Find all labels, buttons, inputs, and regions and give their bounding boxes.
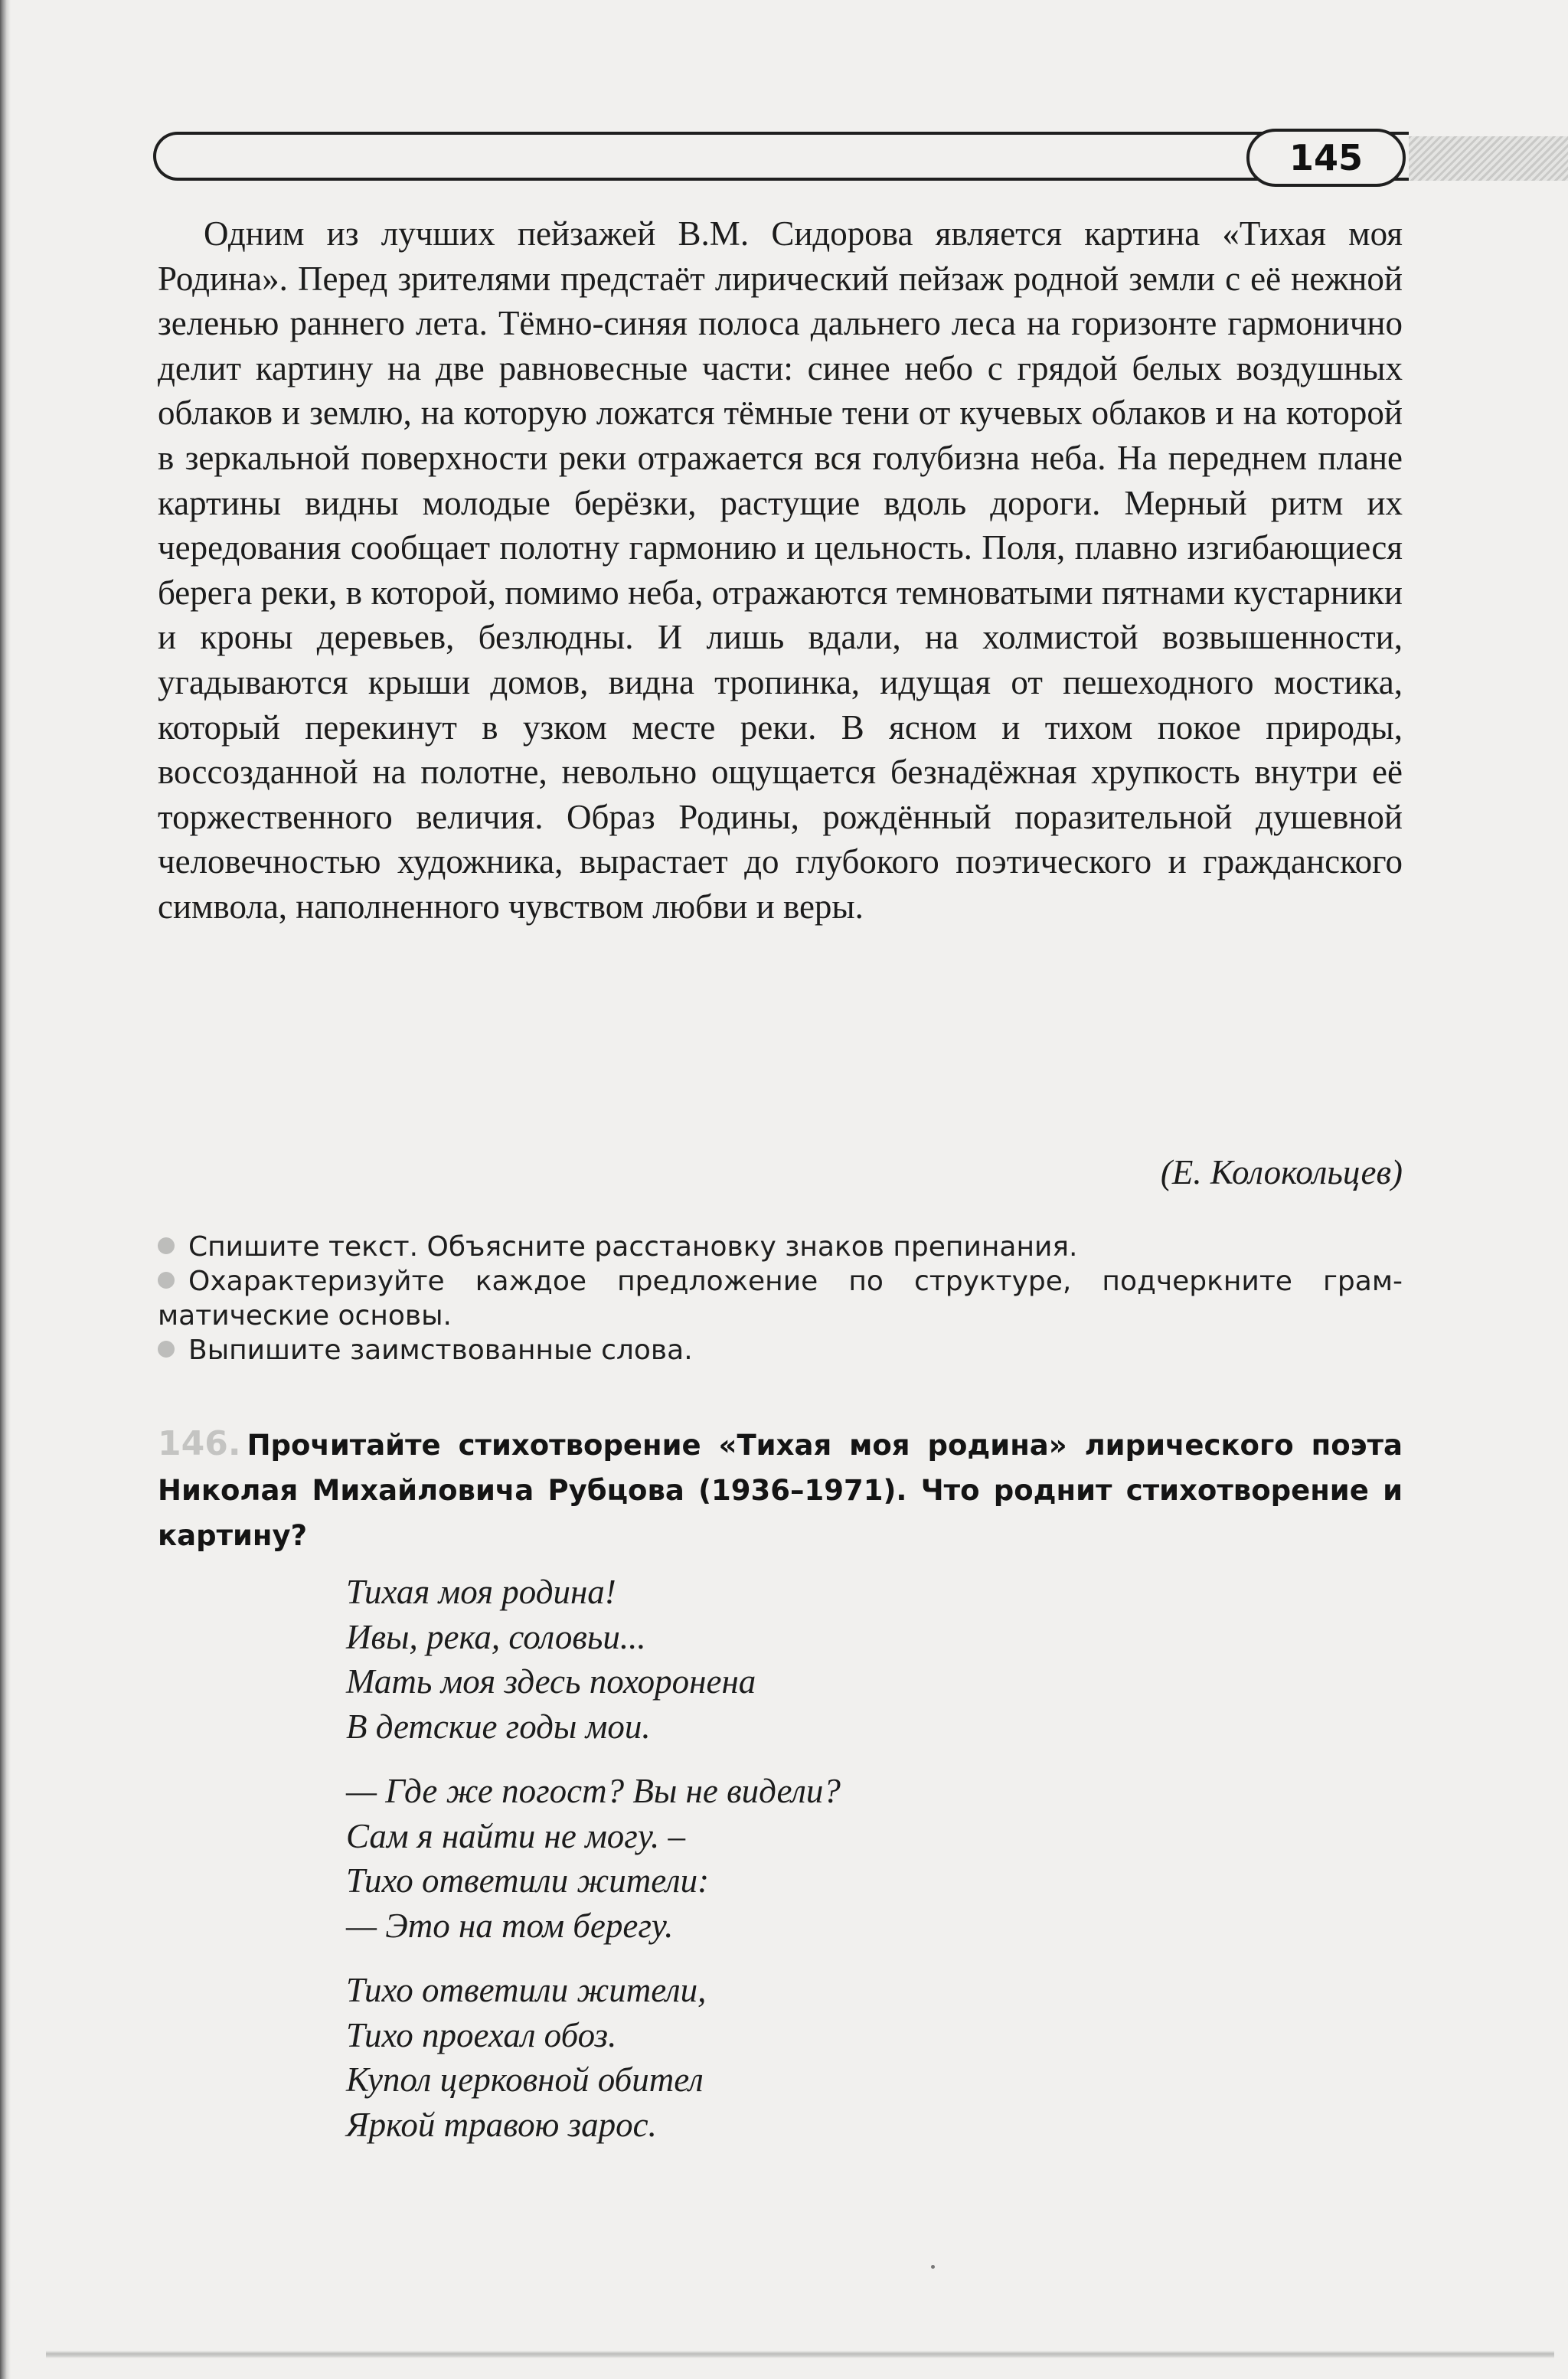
poem-stanza xyxy=(346,1968,1188,2147)
page-spine-shadow xyxy=(0,0,11,2379)
poem-stanza xyxy=(346,1769,1188,1948)
poem-line: Сам я найти не могу. – xyxy=(346,1816,685,1855)
poem xyxy=(346,1570,1188,2167)
poem-stanza xyxy=(346,1570,1188,1749)
poem-line: — Это на том берегу. xyxy=(346,1906,674,1945)
main-text xyxy=(158,211,1403,930)
author-attribution: (Е. Колокольцев) xyxy=(1160,1153,1403,1191)
poem-line: В детские годы мои. xyxy=(346,1707,651,1746)
poem-line: Тихо ответили жители: xyxy=(346,1861,710,1900)
poem-line: Ивы, река, соловьи... xyxy=(346,1617,646,1656)
poem-line: Яркой травою зарос. xyxy=(346,2105,657,2144)
task-item xyxy=(158,1230,1403,1264)
bullet-icon xyxy=(158,1272,175,1289)
page-bottom-edge xyxy=(46,2351,1554,2358)
task-text: Спишите текст. Объясните расстановку знаков препинания. xyxy=(188,1231,1078,1263)
exercise-number: 146. xyxy=(158,1424,241,1463)
poem-line: Купол церковной обител xyxy=(346,2060,704,2099)
page-header-bar xyxy=(153,132,1409,181)
poem-line: Мать моя здесь похоронена xyxy=(346,1662,756,1701)
task-list xyxy=(158,1230,1403,1368)
poem-line: Тихая моя родина! xyxy=(346,1573,616,1611)
poem-line: — Где же погост? Вы не видели? xyxy=(346,1772,841,1810)
page-number: 145 xyxy=(1246,129,1406,187)
task-text: Выпишите заимствованные слова. xyxy=(188,1335,693,1366)
task-text: Охарактеризуйте каждое предложение по структуре, подчеркните грамматические основы. xyxy=(158,1266,1403,1332)
bullet-icon xyxy=(158,1341,175,1358)
header-tail-pattern xyxy=(1409,136,1568,181)
poem-line: Тихо проехал обоз. xyxy=(346,2015,617,2054)
task-item xyxy=(158,1333,1403,1368)
main-paragraph: Одним из лучших пейзажей В.М. Сидорова является картина «Тихая моя Родина». Перед зрителями предстаёт лирический пейзаж родной земли с её нежной зеленью раннего лета. Тёмно-синяя полоса дальнего леса на горизонте гармонично делит картину на две равновесные части: синее небо с грядой белых воздушных облаков и землю, на которую ложатся тёмные тени от кучевых облаков и на которой в зеркальной поверхности реки отражается вся голубизна неба. На переднем плане картины видны молодые берёзки, растущие вдоль дороги. Мерный ритм их чередования сообщает полотну гармонию и цельность. Поля, плавно изгибающиеся берега реки, в которой, помимо неба, отражаются темноватыми пятнами кустарники и кроны деревьев, безлюдны. И лишь вдали, на холмистой возвышенности, угадываются крыши домов, видна тропинка, идущая от пешеходного мостика, который перекинут в узком месте реки. В ясном и тихом покое природы, воссозданной на полотне, невольно ощущается безнадёжная хрупкость внутри её торжественного величия. Образ Родины, рождённый поразительной душевной человечностью художника, вырастает до глубокого поэтического и гражданского символа, наполненного чувством любви и веры. xyxy=(158,214,1403,926)
bullet-icon xyxy=(158,1237,175,1254)
exercise-146 xyxy=(158,1421,1403,1558)
paper-speck xyxy=(931,2265,935,2269)
task-item xyxy=(158,1264,1403,1333)
poem-line: Тихо ответили жители, xyxy=(346,1971,707,2009)
exercise-text: Прочитайте стихотворение «Тихая моя родина» лирического поэта Николая Михайловича Рубцова (1936–1971). Что роднит стихотворение и картину? xyxy=(158,1429,1403,1552)
